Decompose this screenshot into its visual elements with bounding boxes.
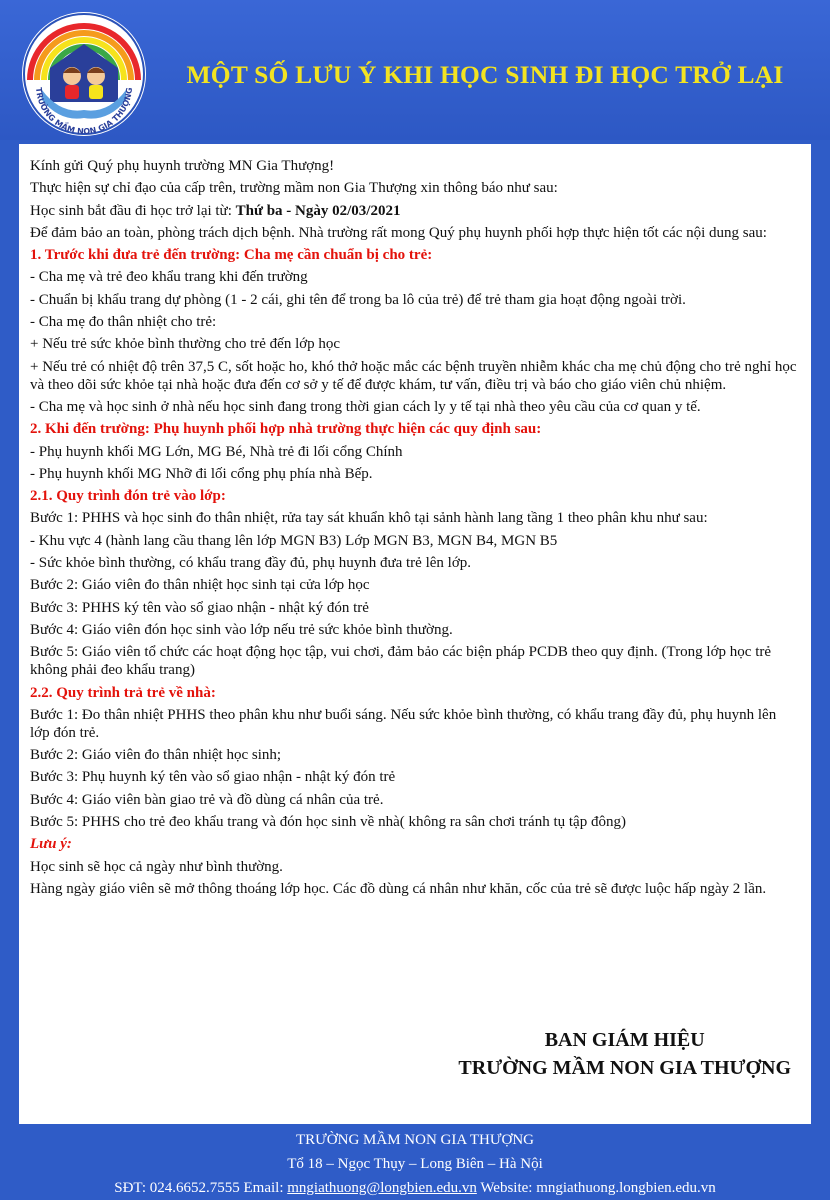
safety-text: Để đảm bảo an toàn, phòng trách dịch bệnh. Nhà trường rất mong Quý phụ huynh phối hợp thực hiện tốt các nội dung sau: [30,224,767,241]
footer-contact [0,1176,830,1200]
start-date-prefix: Học sinh bắt đầu đi học trở lại từ: [30,202,236,219]
section-2-2-heading: 2.2. Quy trình trả trẻ về nhà: [30,684,216,701]
list-item: + Nếu trẻ sức khỏe bình thường cho trẻ đến lớp học [30,336,341,353]
list-item: - Cha mẹ và học sinh ở nhà nếu học sinh đang trong thời gian cách ly y tế tại nhà theo yêu cầu của cơ quan y tế. [30,398,701,415]
footer [0,1128,830,1200]
list-item: Bước 4: Giáo viên đón học sinh vào lớp nếu trẻ sức khỏe bình thường. [30,621,453,638]
list-item: Bước 5: PHHS cho trẻ đeo khẩu trang và đón học sinh về nhà( không ra sân chơi tránh tụ tập đông) [30,814,626,831]
list-item: Bước 3: Phụ huynh ký tên vào sổ giao nhận - nhật ký đón trẻ [30,769,396,786]
list-item: - Cha mẹ và trẻ đeo khẩu trang khi đến trường [30,269,308,286]
list-item: - Phụ huynh khối MG Lớn, MG Bé, Nhà trẻ đi lối cổng Chính [30,443,403,460]
list-item: - Phụ huynh khối MG Nhỡ đi lối cổng phụ phía nhà Bếp. [30,465,373,482]
list-item: - Sức khỏe bình thường, có khẩu trang đầy đủ, phụ huynh đưa trẻ lên lớp. [30,555,472,572]
list-item: Bước 2: Giáo viên đo thân nhiệt học sinh tại cửa lớp học [30,577,370,594]
greeting: Kính gửi Quý phụ huynh trường MN Gia Thượng! [30,158,335,174]
list-item: + Nếu trẻ có nhiệt độ trên 37,5 C, sốt hoặc ho, khó thở hoặc mắc các bệnh truyền nhiễm khác cha mẹ chủ động cho trẻ nghỉ học và theo dõi sức khỏe tại nhà hoặc đưa đến cơ sở y tế để được khám, tư vấn, điều trị và báo cho giáo viên chủ nhiệm. [30,358,797,393]
list-item: Bước 4: Giáo viên bàn giao trẻ và đồ dùng cá nhân của trẻ. [30,791,384,808]
footer-school-name: TRƯỜNG MẦM NON GIA THƯỢNG [295,1132,534,1148]
school-logo [20,10,148,138]
signature-line-1: BAN GIÁM HIỆU [544,1029,705,1051]
list-item: - Cha mẹ đo thân nhiệt cho trẻ: [30,314,217,331]
section-2-1-heading: 2.1. Quy trình đón trẻ vào lớp: [30,488,226,505]
section-2-heading: 2. Khi đến trường: Phụ huynh phối hợp nhà trường thực hiện các quy định sau: [30,421,542,438]
list-item: Bước 1: PHHS và học sinh đo thân nhiệt, rửa tay sát khuẩn khô tại sảnh hành lang tầng 1 theo phân khu như sau: [30,510,708,527]
list-item: Bước 1: Đo thân nhiệt PHHS theo phân khu như buổi sáng. Nếu sức khỏe bình thường, có khẩu trang đầy đủ, phụ huynh lên lớp đón trẻ. [30,706,777,741]
start-date: Thứ ba - Ngày 02/03/2021 [235,202,401,219]
email-link[interactable]: mngiathuong@longbien.edu.vn [287,1180,477,1196]
section-1-heading: 1. Trước khi đưa trẻ đến trường: Cha mẹ cần chuẩn bị cho trẻ: [30,247,433,264]
note-item: Học sinh sẽ học cả ngày như bình thường. [30,858,283,875]
note-item: Hàng ngày giáo viên sẽ mở thông thoáng lớp học. Các đồ dùng cá nhân như khăn, cốc của trẻ sẽ được luộc hấp ngày 2 lần. [30,880,767,897]
footer-website-label: Website: [476,1180,537,1196]
header-banner [0,0,830,140]
logo-text: TRƯỜNG MẦM NON GIA THƯỢNG [33,86,135,137]
list-item: Bước 3: PHHS ký tên vào sổ giao nhận - nhật ký đón trẻ [30,599,369,616]
page-title: MỘT SỐ LƯU Ý KHI HỌC SINH ĐI HỌC TRỞ LẠI [186,60,784,89]
list-item: Bước 2: Giáo viên đo thân nhiệt học sinh; [30,747,282,764]
list-item: - Khu vực 4 (hành lang cầu thang lên lớp MGN B3) Lớp MGN B3, MGN B4, MGN B5 [30,532,558,549]
list-item: Bước 5: Giáo viên tổ chức các hoạt động học tập, vui chơi, đảm bảo các biện pháp PCDB theo quy định. (Trong lớp học trẻ không phải đeo khẩu trang) [30,644,772,679]
signature-line-2: TRƯỜNG MẦM NON GIA THƯỢNG [458,1057,791,1079]
website-link[interactable]: mngiathuong.longbien.edu.vn [536,1180,716,1196]
intro-text: Thực hiện sự chỉ đạo của cấp trên, trường mầm non Gia Thượng xin thông báo như sau: [30,180,558,197]
footer-address: Tổ 18 – Ngọc Thụy – Long Biên – Hà Nội [287,1156,543,1172]
note-heading: Lưu ý: [30,836,72,853]
list-item: - Chuẩn bị khẩu trang dự phòng (1 - 2 cái, ghi tên để trong ba lô của trẻ) để trẻ tham gia hoạt động ngoài trời. [30,291,686,308]
notice-body [19,144,811,1124]
footer-phone: SĐT: 024.6652.7555 Email: [114,1180,288,1196]
signature-block [458,1026,791,1082]
start-date-line [30,202,798,220]
